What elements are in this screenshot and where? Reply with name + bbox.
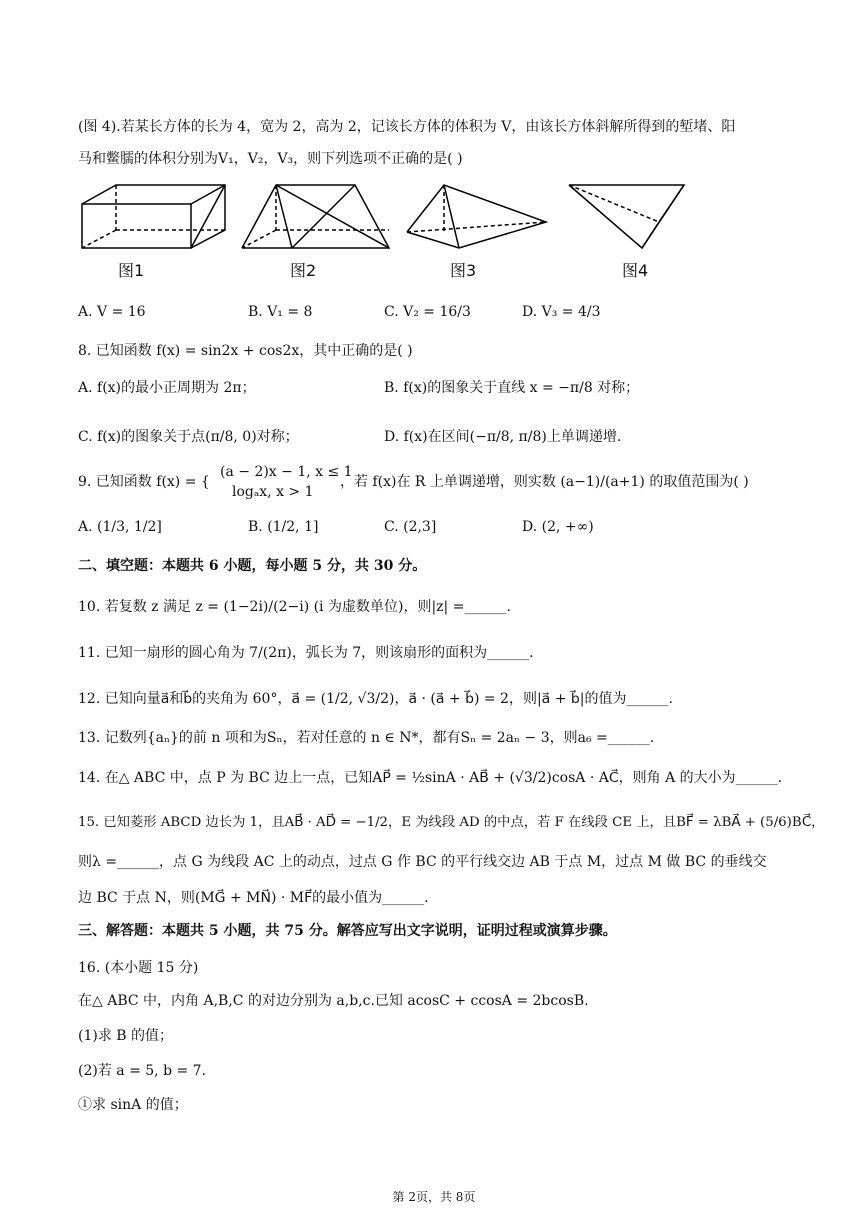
q9-stem-b: ，若 f(x)在 R 上单调递增，则实数 (a−1)/(a+1) 的取值范围为( ) xyxy=(340,474,749,490)
q7-line1: (图 4).若某长方体的长为 4，宽为 2，高为 2，记该长方体的体积为 V，由该长方体斜解所得到的堑堵、阳 xyxy=(78,119,736,135)
q9-stem-a: 9. 已知函数 f(x) = { xyxy=(78,474,210,490)
q8-stem: 8. 已知函数 f(x) = sin2x + cos2x，其中正确的是( ) xyxy=(78,343,413,359)
section-2-heading: 二、填空题：本题共 6 小题，每小题 5 分，共 30 分。 xyxy=(78,558,427,574)
section-3-heading: 三、解答题：本题共 5 小题，共 75 分。解答应写出文字说明，证明过程或演算步骤。 xyxy=(78,923,617,939)
figure-3-pyramid xyxy=(407,185,546,248)
q15-line1: 15. 已知菱形 ABCD 边长为 1，且AB⃗ · AD⃗ = −1/2，E 为线段 AD 的中点，若 F 在线段 CE 上，且BF⃗ = λBA⃗ + (5/6)BC⃗， xyxy=(78,815,825,830)
q16-title: 16. (本小题 15 分) xyxy=(78,960,199,976)
figure-2-prism xyxy=(242,185,389,248)
q7-option-c: C. V₂ = 16/3 xyxy=(384,304,471,320)
q15-line2: 则λ =______，点 G 为线段 AC 上的动点，过点 G 作 BC 的平行线交边 AB 于点 M，过点 M 做 BC 的垂线交 xyxy=(78,854,767,870)
q9-option-d: D. (2, +∞) xyxy=(522,519,594,535)
figure-2-label: 图2 xyxy=(290,261,317,280)
figure-4-tetrahedron xyxy=(569,185,684,248)
figure-1-cuboid xyxy=(82,185,225,248)
q7-line2: 马和鳖臑的体积分别为V₁，V₂，V₃，则下列选项不正确的是( ) xyxy=(78,151,463,167)
q12: 12. 已知向量a⃗和b⃗的夹角为 60°，a⃗ = (1/2, √3/2)，a⃗ · (a⃗ + b⃗) = 2，则|a⃗ + b⃗|的值为______. xyxy=(78,691,673,707)
figure-1-label: 图1 xyxy=(118,261,145,280)
figure-4-label: 图4 xyxy=(622,261,649,280)
q9-option-a: A. (1/3, 1/2] xyxy=(78,519,162,535)
q16-part2: (2)若 a = 5, b = 7. xyxy=(78,1063,207,1079)
q9-case2: logₐx, x > 1 xyxy=(232,484,314,500)
q7-option-a: A. V = 16 xyxy=(78,304,146,320)
q7-option-b: B. V₁ = 8 xyxy=(248,304,313,320)
page-footer: 第 2页，共 8页 xyxy=(392,1190,476,1204)
q15-line3: 边 BC 于点 N，则(MG⃗ + MN⃗) · MF⃗的最小值为______. xyxy=(78,890,429,906)
q8-option-d: D. f(x)在区间(−π/8, π/8)上单调递增. xyxy=(384,429,622,445)
q11: 11. 已知一扇形的圆心角为 7/(2π)，弧长为 7，则该扇形的面积为______. xyxy=(78,645,534,661)
q14: 14. 在△ ABC 中，点 P 为 BC 边上一点，已知AP⃗ = ½sinA · AB⃗ + (√3/2)cosA · AC⃗，则角 A 的大小为______. xyxy=(78,770,783,786)
q16-stem: 在△ ABC 中，内角 A,B,C 的对边分别为 a,b,c.已知 acosC + ccosA = 2bcosB. xyxy=(78,993,589,1009)
figure-3-label: 图3 xyxy=(450,261,477,280)
q10: 10. 若复数 z 满足 z = (1−2i)/(2−i) (i 为虚数单位)，则|z| =______. xyxy=(78,599,511,615)
q16-part2a: ①求 sinA 的值； xyxy=(78,1097,188,1113)
geometry-figures xyxy=(76,182,776,254)
q8-option-b: B. f(x)的图象关于直线 x = −π/8 对称； xyxy=(384,380,640,396)
q9-option-b: B. (1/2, 1] xyxy=(248,519,319,535)
q13: 13. 记数列{aₙ}的前 n 项和为Sₙ，若对任意的 n ∈ N*，都有Sₙ = 2aₙ − 3，则a₆ =______. xyxy=(78,730,655,746)
q8-option-c: C. f(x)的图象关于点(π/8, 0)对称； xyxy=(78,429,299,445)
q9-case1: (a − 2)x − 1, x ≤ 1 xyxy=(220,464,353,480)
q9-option-c: C. (2,3] xyxy=(384,519,437,535)
q16-part1: (1)求 B 的值； xyxy=(78,1028,174,1044)
q7-option-d: D. V₃ = 4/3 xyxy=(522,304,601,320)
q8-option-a: A. f(x)的最小正周期为 2π； xyxy=(78,380,256,396)
